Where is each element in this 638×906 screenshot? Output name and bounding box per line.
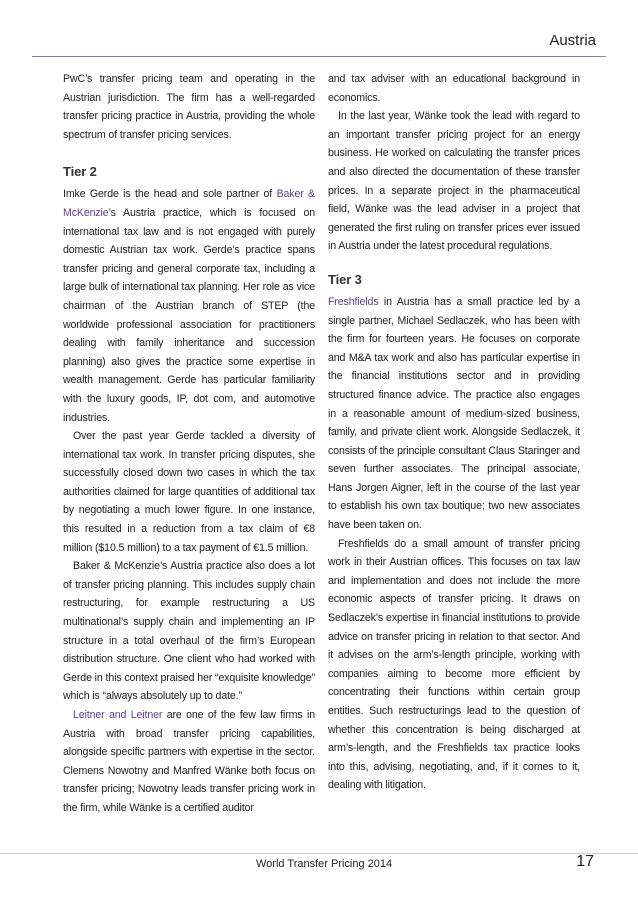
text-run: and [148,764,174,777]
text-run: both focus on transfer pricing; Nowotny leads transfer pricing work in the firm, while Wänke is a certified auditor [63,764,316,814]
wanke-continuation-paragraph: and tax adviser with an educational background in economics. [328,73,580,104]
leitner-paragraph [63,706,315,818]
intro-paragraph: PwC’s transfer pricing team and operating in the Austrian jurisdiction. The firm has a well-regarded transfer pricing practice in Austria, providing the whole spectrum of transfer pricing services. [63,73,315,141]
gerde-paragraph [63,185,315,427]
left-column [63,70,315,818]
text-run: and seven further associates. The principal associate, [328,444,581,476]
person-name-imke-gerde: Imke Gerde [63,188,119,201]
text-run: in Austria has a small practice led by a single partner, [328,295,580,327]
header-divider [32,56,606,57]
freshfields-tp-paragraph: Freshfields do a small amount of transfer pricing work in their Austrian offices. This focuses on tax law and implementation and does not include the more economic aspects of transfer pricing. It draws on Sedlaczek’s expertise in financial institutions to provide advice on transfer pricing in relation to that sector. And it advises on the arm’s-length principle, working with companies aiming to become more efficient by concentrating their functions within certain group entities. Such restructurings lead to the question of whether this concentration is being discharged at arm’s-length, and the Freshfields tax practice looks into this, advising, negotiating, and, if it comes to it, dealing with litigation. [328,537,580,792]
text-run: , who has been with the firm for fourteen years. He focuses on corporate and M&A tax work and also has particular expertise in the financial institutions sector and in providing structured finance advice. The practice also engages in a reasonable amount of medium-sized business, family, and private client work. Alongside Sedlaczek, it consists of the principle consultant [328,314,581,457]
planning-paragraph: Baker & McKenzie’s Austria practice also does a lot of transfer pricing planning. This includes supply chain restructuring, for example restructuring a US multinational’s supply chain and implementing an IP structure in a total overhaul of the firm’s European distribution structure. One client who had worked with Gerde in this context praised her “exquisite knowledge” which is “always absolutely up to date.” [63,560,315,703]
person-name-hans-jorgen-aigner: Hans Jorgen Aigner [328,481,421,494]
person-name-michael-sedlaczek: Michael Sedlaczek [397,314,485,327]
disputes-paragraph: Over the past year Gerde tackled a diversity of international tax work. In transfer pricing disputes, she successfully closed down two cases in which the tax authorities claimed for large quantities of additional tax by negotiating a much lower figure. In one instance, this resulted in a reduction from a tax claim of €8 million ($10.5 million) to a tax payment of €1.5 million. [63,430,315,554]
text-run: ’s Austria practice, which is focused on international tax law and is not engaged with purely domestic Austrian tax work. Gerde’s practice spans transfer pricing and general corporate tax, including a large bulk of international tax planning. Her role as vice chairman of the Austrian branch of STEP (the worldwide professional association for practitioners dealing with family inheritance and succession planning) also gives the practice some expertise in wealth management. Gerde has particular familiarity with the luxury goods, IP, dot com, and automotive industries. [63,206,315,424]
tier-3-heading: Tier 3 [328,271,362,287]
firm-name-freshfields: Freshfields [328,295,379,308]
freshfields-paragraph [328,293,580,535]
text-run: , left in the course of the last year to establish his own tax boutique; two new associates have been taken on. [328,481,580,532]
person-name-manfred-wanke: Manfred Wänke [173,764,248,777]
text-run: is the head and sole partner of [118,188,277,201]
firm-name-leitner-and-leitner: Leitner and Leitner [73,709,163,721]
tier-2-heading: Tier 2 [63,164,97,180]
right-column [328,70,580,795]
footer-divider [0,853,638,854]
section-title: Austria [549,32,596,49]
text-run: are one of the few law firms in Austria with broad transfer pricing capabilities, alongside specific partners with expertise in the sector. [63,709,315,759]
firm-name-baker-mckenzie: Baker & McKenzie [63,188,316,219]
person-name-clemens-nowotny: Clemens Nowotny [63,764,149,777]
person-name-claus-staringer: Claus Staringer [488,444,560,457]
publication-title: World Transfer Pricing 2014 [256,858,393,870]
wanke-projects-paragraph: In the last year, Wänke took the lead with regard to an important transfer pricing project for an energy business. He worked on calculating the transfer prices and also directed the documentation of these transfer prices. In a separate project in the pharmaceutical field, Wänke was the lead adviser in a project that generated the first ruling on transfer prices ever issued in Austria under the latest procedural regulations. [328,110,580,253]
page-number: 17 [576,853,594,870]
